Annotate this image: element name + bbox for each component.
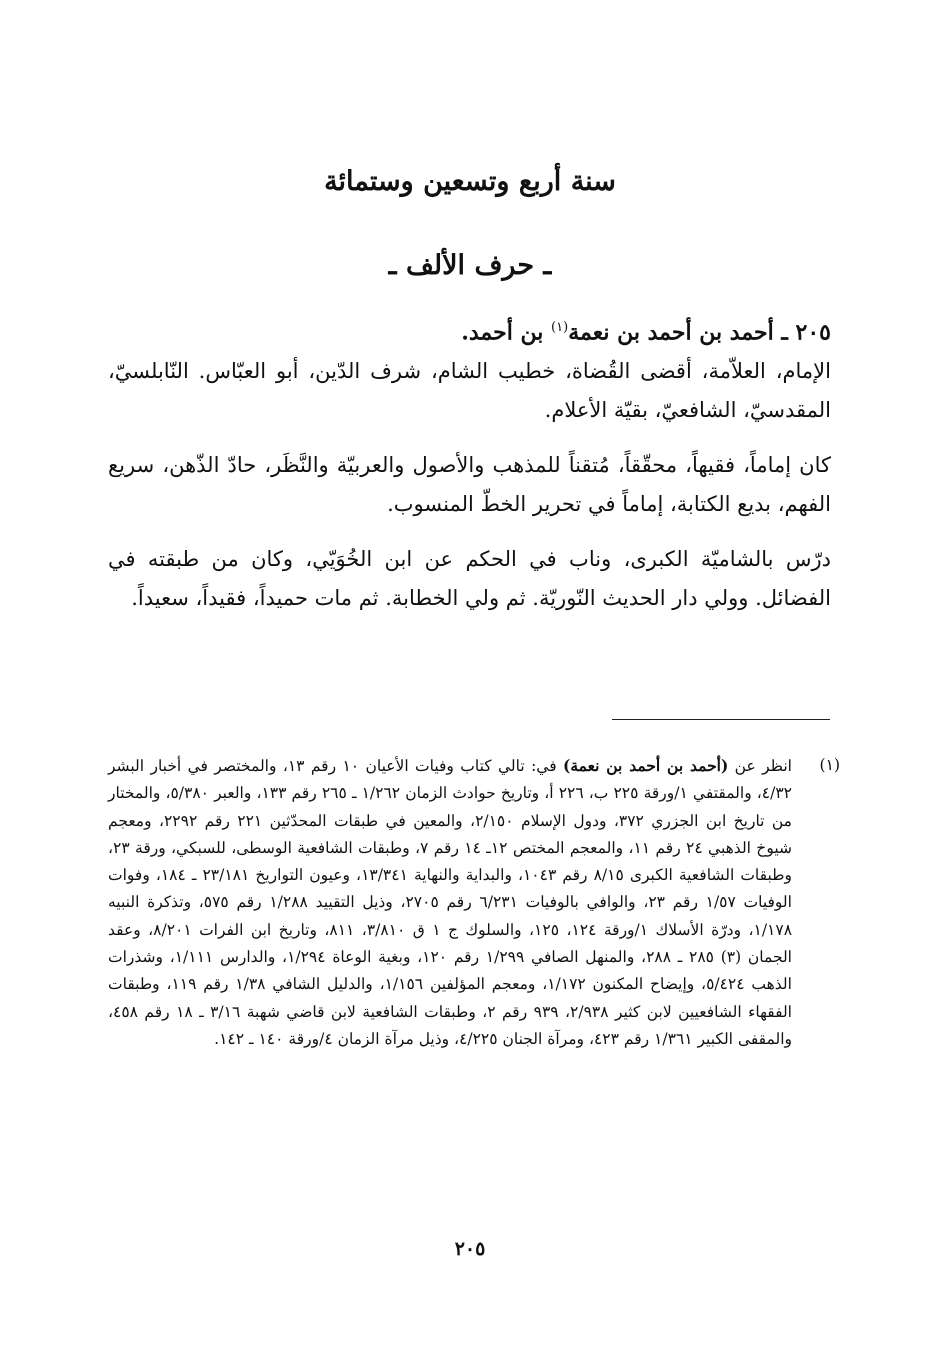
footnote-intro: انظر عن bbox=[728, 757, 792, 775]
entry-title-text: ٢٠٥ ـ أحمد بن أحمد بن نعمة bbox=[568, 319, 831, 346]
entry-paragraph-1: الإمام، العلاّمة، أقضى القُضاة، خطيب الشام، شرف الدّين، أبو العبّاس. النّابلسيّ، المقدسيّ، الشافعيّ، بقيّة الأعلام. bbox=[108, 359, 831, 423]
entry-paragraph-2: كان إماماً، فقيهاً، محقّقاً، مُتقناً للمذهب والأصول والعربيّة والنَّظَر، حادّ الذّهن، سريع الفهم، بديع الكتابة، إماماً في تحرير الخطّ المنسوب. bbox=[108, 453, 831, 517]
footnote-subject-name: (أحمد بن أحمد بن نعمة) bbox=[563, 756, 729, 775]
entry-paragraph-3: درّس بالشاميّة الكبرى، وناب في الحكم عن ابن الخُوَيّي، وكان من طبقته في الفضائل. وولي دار الحديث النّوريّة. ثم ولي الخطابة. ثم مات حميداً، فقيداً، سعيداً. bbox=[108, 547, 831, 611]
footnote bbox=[108, 752, 840, 1053]
footnote-divider bbox=[612, 719, 830, 720]
entry-title-end: بن أحمد. bbox=[461, 319, 552, 346]
footnote-number: (١) bbox=[819, 756, 840, 774]
footnote-body bbox=[108, 752, 792, 1053]
entry-title bbox=[108, 308, 831, 352]
page-number: ٢٠٥ bbox=[454, 1238, 486, 1260]
footnote-reference[interactable]: (١) bbox=[551, 320, 569, 335]
year-heading: سنة أربع وتسعين وستمائة bbox=[324, 166, 616, 197]
footnote-text: في: تالي كتاب وفيات الأعيان ١٠ رقم ١٣، والمختصر في أخبار البشر ٤/٣٢، والمقتفي ١/ورقة ٢٢٥ ب، ٢٢٦ أ، وتاريخ حوادث الزمان ١/٢٦٢ ـ ٢٦٥ رقم ١٣٣، والعبر ٥/٣٨٠، والمختار من تاريخ ابن الجزري ٣٧٢، ودول الإسلام ٢/١٥٠، والمعين في طبقات المحدّثين ٢٢١ رقم ٢٢٩٢، ومعجم شيوخ الذهبي ٢٤ رقم ١١، والمعجم المختص ١٢ـ ١٤ رقم ٧، وطبقات الشافعية الوسطى، للسبكي، ورقة ٢٣، وطبقات الشافعية الكبرى ٨/١٥ رقم ١٠٤٣، والبداية والنهاية ١٣/٣٤١، وعيون التواريخ ٢٣/١٨١ ـ ١٨٤، وفوات الوفيات ١/٥٧ رقم ٢٣، والوافي بالوفيات ٦/٢٣١ رقم ٢٧٠٥، وذيل التقييد ١/٢٨٨ رقم ٥٧٥، وتذكرة النبيه ١/١٧٨، ودرّة الأسلاك ١/ورقة ١٢٤، ١٢٥، والسلوك ج ١ ق ٣/٨١٠، ٨١١، وتاريخ ابن الفرات ٨/٢٠١، وعقد الجمان (٣) ٢٨٥ ـ ٢٨٨، والمنهل الصافي ١/٢٩٩ رقم ١٢٠، وبغية الوعاة ١/٢٩٤، والدارس ١/١١١، وشذرات الذهب ٥/٤٢٤، وإيضاح المكنون ١/١٧٢، ومعجم المؤلفين ١/١٥٦، والدليل الشافي ١/٣٨ رقم ١١٩، وطبقات الفقهاء الشافعيين لابن كثير ٢/٩٣٨، ٩٣٩ رقم ٢، وطبقات الشافعية لابن قاضي شهبة ٣/١٦ ـ ١٨ رقم ٤٥٨، والمقفى الكبير ١/٣٦١ رقم ٤٢٣، ومرآة الجنان ٤/٢٢٥، وذيل مرآة الزمان ٤/ورقة ١٤٠ ـ ١٤٢. bbox=[108, 757, 793, 1048]
entry-body bbox=[108, 308, 831, 618]
section-heading: ـ حرف الألف ـ bbox=[388, 250, 552, 281]
